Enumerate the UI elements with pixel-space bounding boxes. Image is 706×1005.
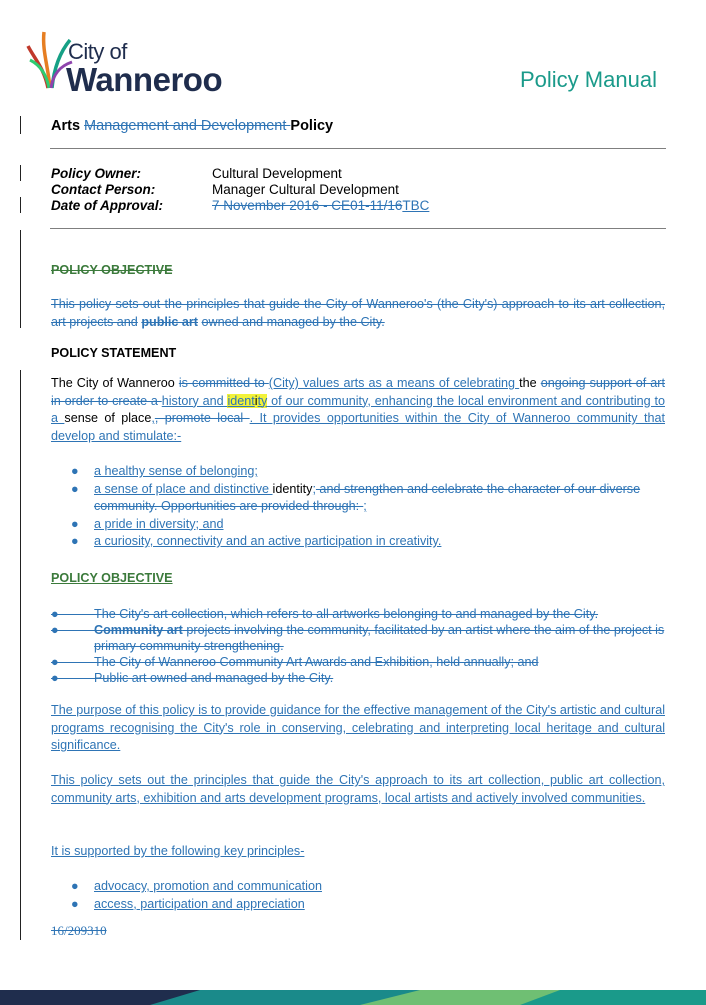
- bullet-list-principles: [51, 878, 665, 913]
- list-item: ●———— The City of Wanneroo Community Art Awards and Exhibition, held annually; and: [51, 655, 539, 669]
- list-item: ● a sense of place and distinctive identity; and strengthen and celebrate the character of our diverse community. Opportunities are provided through:-;: [71, 481, 641, 513]
- divider: [50, 228, 666, 229]
- bullet-dot-icon: ●: [71, 481, 79, 496]
- divider: [50, 148, 666, 149]
- logo-line2: Wanneroo: [66, 61, 223, 98]
- change-bar: [20, 116, 21, 134]
- objective-paragraph-deleted: This policy sets out the principles that guide the City of Wanneroo's (the City's) approach to its art collection, art projects and public art owned and managed by the City.: [51, 297, 665, 329]
- list-item: ● a healthy sense of belonging;: [51, 463, 665, 481]
- header-policy-manual: Policy Manual: [520, 67, 657, 92]
- list-item: ● advocacy, promotion and communication: [51, 878, 665, 896]
- city-logo: [26, 24, 236, 100]
- bullet-dot-icon: ●————: [51, 623, 109, 637]
- page-title: Arts Management and Development Policy: [51, 118, 334, 134]
- bullet-list-stimulate: [51, 463, 665, 551]
- bullet-dot-icon: ●: [71, 896, 79, 911]
- bullet-dot-icon: ●: [71, 879, 79, 893]
- section-heading-statement: POLICY STATEMENT: [51, 346, 177, 360]
- section-heading-objective: POLICY OBJECTIVE: [51, 571, 173, 585]
- bullet-list-deleted: [51, 606, 665, 686]
- list-item: ●———— Public art owned and managed by the City.: [51, 671, 334, 685]
- bullet-dot-icon: ●————: [51, 655, 109, 669]
- list-item: ● access, participation and appreciation: [51, 896, 665, 914]
- change-bar: [20, 197, 21, 213]
- supported-paragraph: It is supported by the following key principles-: [51, 844, 305, 858]
- list-item: ●———— Community art projects involving the community, facilitated by an artist where the aim of the project is primary community strengthening.: [51, 623, 665, 653]
- logo-line1: City of: [68, 39, 127, 64]
- section-heading-objective-deleted: POLICY OBJECTIVE: [51, 263, 173, 277]
- meta-policy-owner: Policy Owner: Cultural Development: [51, 166, 342, 181]
- bullet-dot-icon: ●————: [51, 607, 109, 621]
- footer-band: [0, 990, 706, 1005]
- list-item: ● a curiosity, connectivity and an active participation in creativity.: [51, 533, 665, 551]
- change-bar: [20, 230, 21, 328]
- list-item: ●———— The City's art collection, which refers to all artworks belonging to and managed by the City.: [51, 607, 599, 621]
- document-reference: 16/209310: [51, 923, 107, 938]
- bullet-dot-icon: ●: [71, 516, 79, 531]
- change-bar: [20, 165, 21, 181]
- bullet-dot-icon: ●: [71, 534, 79, 548]
- purpose-paragraph: The purpose of this policy is to provide guidance for the effective management of the City's artistic and cultural programs recognising the City's role in conserving, celebrating and interpreting local heritage and cultural significance.: [51, 703, 665, 752]
- bullet-dot-icon: ●————: [51, 671, 109, 685]
- meta-contact-person: Contact Person: Manager Cultural Development: [51, 182, 399, 197]
- meta-date-of-approval: Date of Approval: 7 November 2016 - CE01-11/16TBC: [51, 198, 430, 213]
- statement-paragraph: The City of Wanneroo is committed to (City) values arts as a means of celebrating the ongoing support of art in order to create a history and identity of our community, enhancing the local environment and contributing to a sense of place,, promote local . It provides opportunities within the City of Wanneroo community that develop and stimulate:-: [51, 376, 666, 443]
- list-item: ● a pride in diversity; and: [51, 516, 665, 534]
- bullet-dot-icon: ●: [71, 464, 79, 478]
- change-bar: [20, 370, 21, 940]
- principles-paragraph: This policy sets out the principles that guide the City's approach to its art collection, public art collection, community arts, exhibition and arts development programs, local artists and actively involved communities.: [51, 773, 665, 805]
